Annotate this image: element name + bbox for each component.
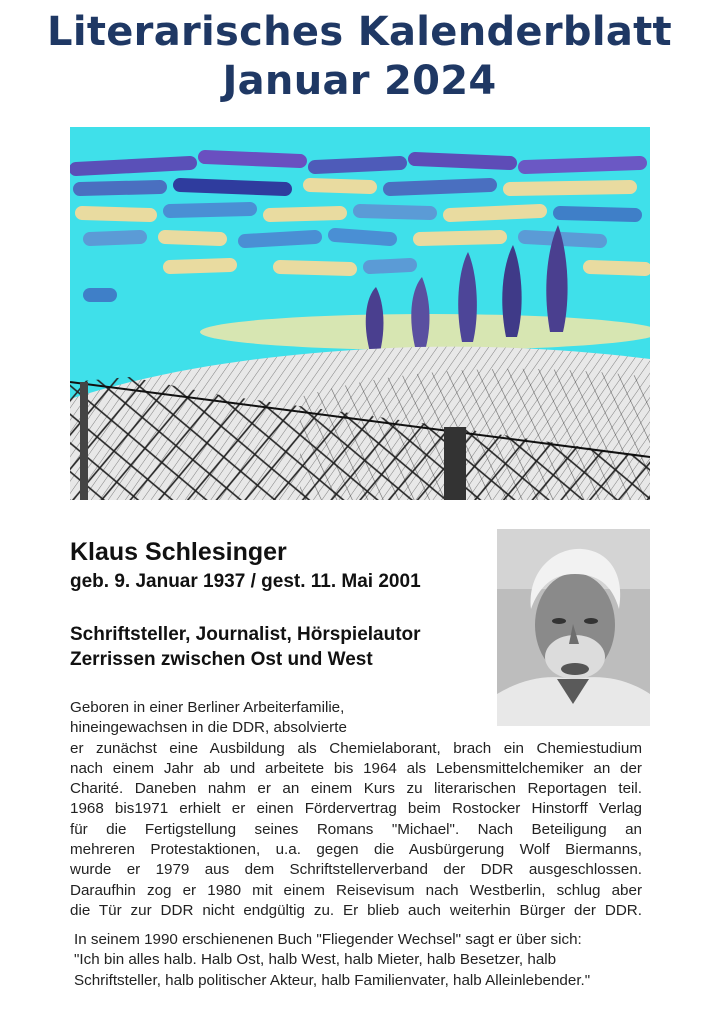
- quote-line: In seinem 1990 erschienenen Buch "Fliegender Wechsel" sagt er über sich:: [74, 931, 582, 948]
- bio-line: mehreren Protestaktionen, u.a. gegen die Ausbürgerung Wolf Biermanns,: [70, 841, 642, 859]
- bio-line: die Tür zur DDR nicht endgültig zu. Er blieb auch weiterhin Bürger der DDR.: [70, 901, 642, 919]
- bio-line: für die Fertigstellung seines Romans "Michael". Nach Beteiligung an: [70, 820, 642, 838]
- author-life-dates: geb. 9. Januar 1937 / gest. 11. Mai 2001: [70, 571, 421, 592]
- bio-line: Daraufhin zog er 1980 mit einem Reisevisum nach Westberlin, schlug aber: [70, 881, 642, 899]
- bio-line: wurde er 1979 aus dem Schriftstellerverband der DDR ausgeschlossen.: [70, 861, 642, 879]
- bio-line: Geboren in einer Berliner Arbeiterfamilie,: [70, 699, 345, 716]
- biography: [70, 698, 642, 921]
- title-line-2: Januar 2024: [222, 58, 497, 104]
- landscape-painting: [70, 127, 650, 500]
- bio-line: hineingewachsen in die DDR, absolvierte: [70, 719, 347, 737]
- portrait-photo: [497, 529, 650, 726]
- bio-line: nach einem Jahr ab und arbeitete bis 1964 als Lebensmittelchemiker an der: [70, 759, 642, 777]
- author-tagline: Zerrissen zwischen Ost und West: [70, 649, 373, 670]
- author-name: Klaus Schlesinger: [70, 538, 287, 566]
- bio-line: Charité. Daneben nahm er an einem Kurs zu literarischen Reportagen teil.: [70, 780, 642, 798]
- page-title: [0, 8, 719, 106]
- quote-line: "Ich bin alles halb. Halb Ost, halb West, halb Mieter, halb Besetzer, halb: [74, 951, 557, 969]
- bio-line: er zunächst eine Ausbildung als Chemielaborant, brach ein Chemiestudium: [70, 739, 642, 757]
- author-roles: Schriftsteller, Journalist, Hörspielautor: [70, 624, 421, 645]
- quote-line: Schriftsteller, halb politischer Akteur, halb Familienvater, halb Alleinlebender.": [74, 971, 591, 989]
- quote-block: [74, 930, 654, 991]
- title-line-1: Literarisches Kalenderblatt: [47, 9, 672, 55]
- bio-line: 1968 bis1971 erhielt er einen Fördervertrag beim Rostocker Hinstorff Verlag: [70, 800, 642, 818]
